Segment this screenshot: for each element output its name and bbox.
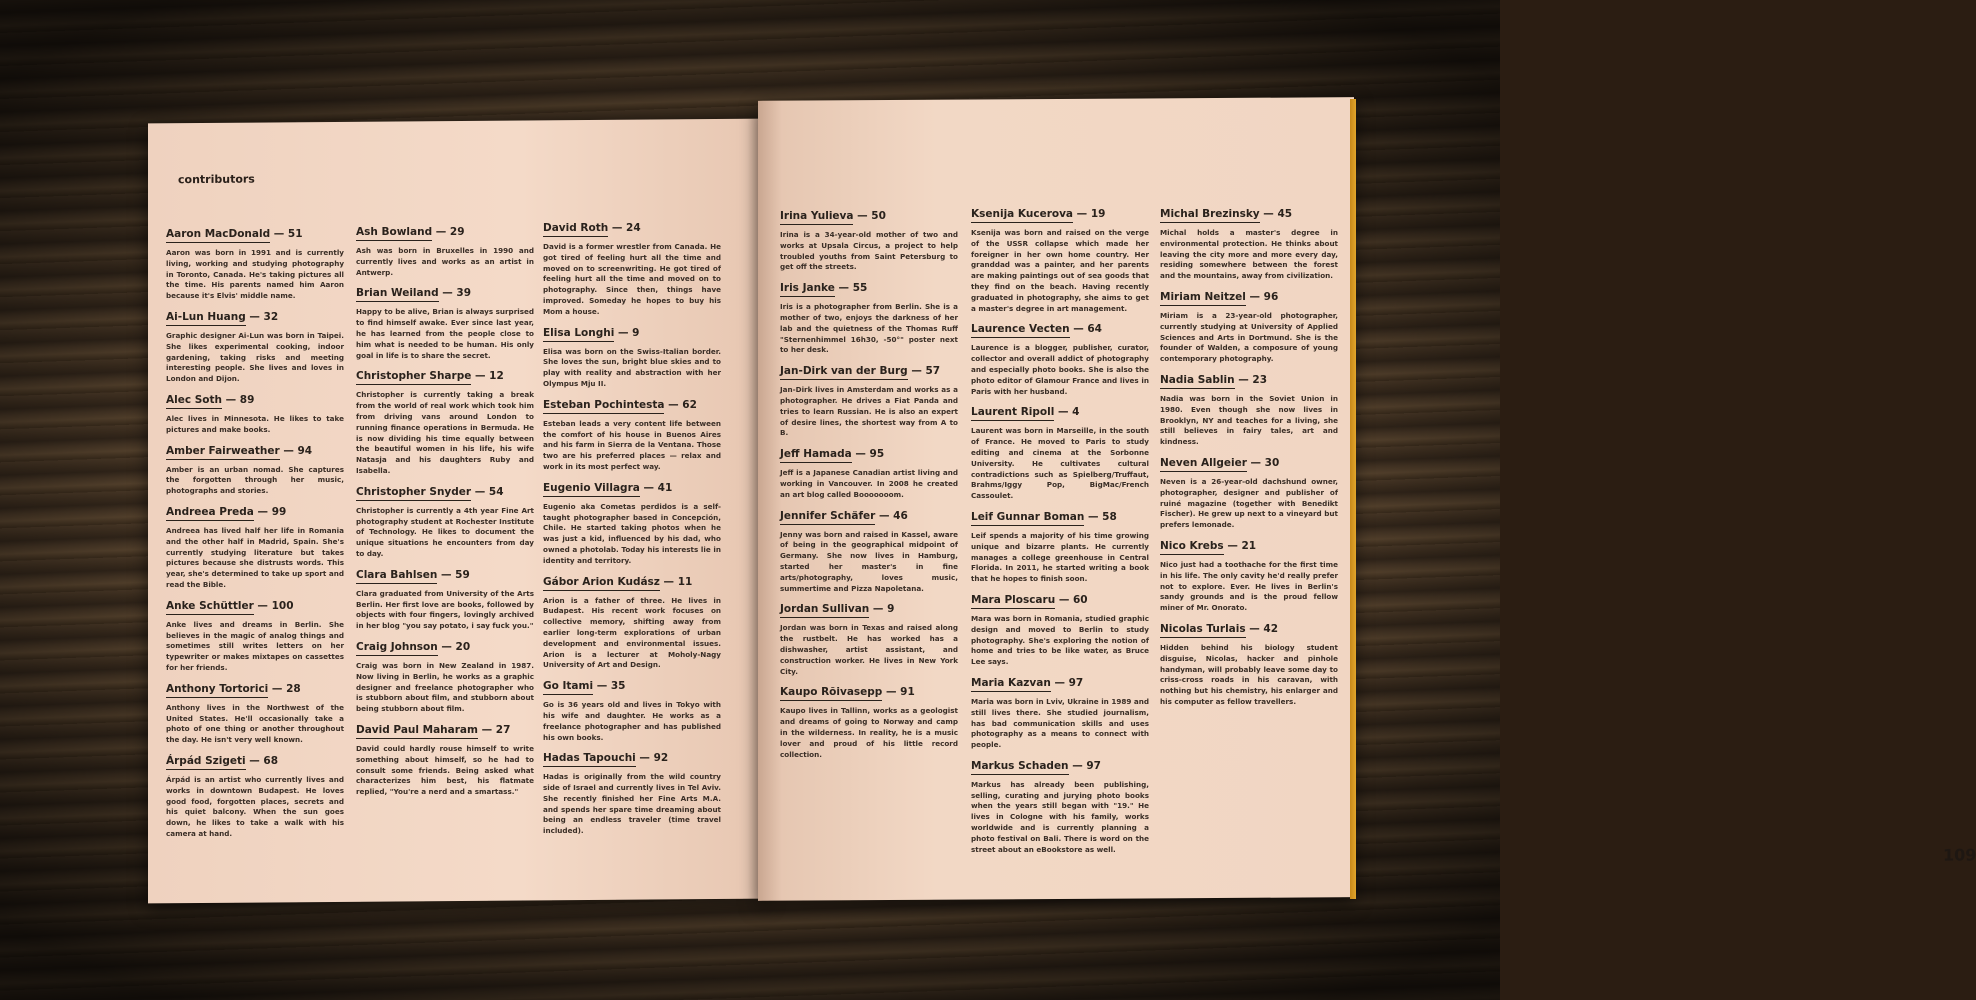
contributor-bio: Neven is a 26-year-old dachshund owner, photographer, designer and publisher of ruiné magazine (together with Benedikt Fischer). He grew up next to a vineyard but prefers lemonade. [1160, 476, 1338, 530]
contributor-page-ref: — 89 [222, 393, 255, 406]
contributor-column [1160, 208, 1338, 717]
contributor-name-text: Ksenija Kucerova [971, 208, 1073, 223]
contributor-name-text: Anthony Tortorici [166, 683, 268, 698]
contributor-entry [1160, 623, 1338, 708]
contributor-bio: Irina is a 34-year-old mother of two and works at Upsala Circus, a project to help troubled youths from Saint Petersburg to get off the streets. [780, 230, 958, 272]
contributor-entry [356, 370, 534, 476]
contributor-page-ref: — 42 [1245, 622, 1279, 635]
contributor-name-text: Kaupo Rõivasepp [780, 686, 882, 701]
contributor-name [780, 210, 958, 222]
contributor-name-text: Irina Yulieva [780, 210, 853, 225]
contributor-name [543, 222, 721, 234]
contributor-entry [1160, 457, 1338, 531]
contributor-entry [543, 576, 721, 672]
contributor-name [356, 724, 534, 736]
contributor-name [971, 760, 1149, 772]
contributor-page-ref: — 96 [1245, 290, 1279, 303]
contributor-bio: Kaupo lives in Tallinn, works as a geologist and dreams of going to Norway and camp in the wilderness. In reality, he is a music lover and proud of his little record collection. [780, 706, 958, 759]
contributor-column [356, 226, 534, 807]
contributor-entry [166, 755, 344, 840]
contributor-bio: Andreea has lived half her life in Romania and the other half in Madrid, Spain. She's currently studying literature but takes pictures because she distrusts words. This year, she's determined to take up sport and read the Bible. [166, 525, 344, 589]
contributor-name-text: Laurent Ripoll [971, 406, 1054, 421]
contributor-entry [543, 752, 721, 837]
contributor-entry [971, 677, 1149, 751]
contributor-name [356, 641, 534, 653]
contributor-page-ref: — 51 [270, 228, 303, 240]
contributor-bio: Elisa was born on the Swiss-Italian border. She loves the sun, bright blue skies and to play with reality and abstraction with her Olympus Mju II. [543, 346, 721, 388]
contributor-entry [166, 394, 344, 436]
contributor-bio: Nico just had a toothache for the first time in his life. The only cavity he'd really prefer not to explore. Ever. He lives in Berlin's sandy grounds and is the proud fellow miner of Mr. Onorato. [1160, 559, 1338, 613]
contributor-name [356, 226, 534, 238]
contributor-bio: Esteban leads a very content life between the comfort of his house in Buenos Aires and his farm in Sierra de la Ventana. Those two are his preferred places — relax and work in its most perfect way. [543, 418, 721, 471]
contributor-name [780, 448, 958, 460]
contributor-name-text: Esteban Pochintesta [543, 399, 664, 414]
contributor-name-text: Iris Janke [780, 282, 835, 297]
contributor-bio: Alec lives in Minnesota. He likes to take pictures and make books. [166, 413, 344, 434]
contributor-page-ref: — 23 [1234, 373, 1268, 386]
contributor-name-text: Elisa Longhi [543, 327, 614, 342]
contributor-page-ref: — 92 [635, 752, 669, 765]
contributor-name-text: Jeff Hamada [780, 448, 852, 463]
contributor-page-ref: — 19 [1073, 208, 1106, 220]
contributor-name [543, 752, 721, 764]
contributor-column [780, 210, 958, 769]
contributor-page-ref: — 55 [834, 282, 868, 295]
contributor-name [780, 282, 958, 294]
contributor-page-ref: — 12 [471, 370, 504, 383]
contributor-name [166, 506, 344, 518]
contributor-name-text: Amber Fairweather [166, 445, 280, 460]
contributor-name [1160, 208, 1338, 220]
contributor-name [166, 445, 344, 457]
contributor-name [780, 365, 958, 377]
yellow-cover-edge [1350, 99, 1356, 899]
contributor-page-ref: — 29 [432, 226, 465, 238]
contributor-name-text: Clara Bahlsen [356, 569, 437, 584]
contributor-name [971, 677, 1149, 689]
contributor-name [971, 208, 1149, 220]
contributor-entry [1160, 540, 1338, 614]
contributor-name-text: Laurence Vecten [971, 323, 1070, 338]
contributor-bio: Arion is a father of three. He lives in Budapest. His recent work focuses on collective memory, shifting away from earlier long-term explorations of urban development and environmental issues. Arion is a lecturer at Moholy-Nagy University of Art and Design. [543, 595, 721, 670]
contributor-name [166, 683, 344, 695]
contributor-entry [543, 327, 721, 390]
contributor-name-text: Christopher Sharpe [356, 370, 471, 385]
contributor-entry [166, 506, 344, 591]
contributor-bio: David is a former wrestler from Canada. He got tired of feeling hurt all the time and moved on to screenwriting. He got tired of feeling hurt all the time and moved on to photography. Since then, things have improved. Someday he hopes to buy his Mom a house. [543, 242, 721, 316]
contributor-bio: Hidden behind his biology student disguise, Nicolas, hacker and pinhole handyman, will probably leave some day to criss-cross roads in his caravan, with nothing but his chemistry, his enlarger and his computer as fellow travellers. [1160, 642, 1338, 706]
contributor-entry [780, 365, 958, 439]
contributor-name-text: Jordan Sullivan [780, 603, 869, 618]
contributor-bio: Mara was born in Romania, studied graphic design and moved to Berlin to study photography. She's exploring the notion of home and tries to be like water, as Bruce Lee says. [971, 613, 1149, 667]
contributor-entry [780, 603, 958, 677]
contributor-bio: Iris is a photographer from Berlin. She is a mother of two, enjoys the darkness of her lab and the quietness of the Thomas Ruff "Sternenhimmel 16h30, -50°" poster next to her desk. [780, 302, 958, 355]
contributor-name [780, 510, 958, 522]
contributor-entry [971, 760, 1149, 856]
contributor-page-ref: — 32 [245, 310, 279, 323]
contributor-name-text: Alec Soth [166, 394, 222, 409]
contributor-page-ref: — 4 [1054, 406, 1080, 419]
contributor-page-ref: — 27 [477, 723, 511, 736]
contributor-page-ref: — 58 [1084, 510, 1117, 523]
contributor-column [166, 228, 344, 849]
contributor-name [1160, 374, 1338, 386]
contributor-name-text: Mara Ploscaru [971, 594, 1055, 609]
contributor-bio: David could hardly rouse himself to write something about himself, so he had to consult some friends. Being asked what characterizes him best, his flatmate replied, "You're a nerd and a smartass." [356, 743, 534, 797]
contributor-bio: Go is 36 years old and lives in Tokyo with his wife and daughter. He works as a freelance photographer and has published his own books. [543, 700, 721, 742]
contributor-column [971, 208, 1149, 864]
contributor-entry [780, 686, 958, 760]
contributor-page-ref: — 9 [614, 326, 640, 339]
contributor-name [543, 327, 721, 339]
contributor-bio: Amber is an urban nomad. She captures the forgotten through her music, photographs and stories. [166, 464, 344, 496]
contributor-entry [356, 569, 534, 632]
contributor-entry [356, 724, 534, 798]
contributor-name [543, 680, 721, 692]
contributor-page-ref: — 24 [608, 222, 641, 234]
contributor-entry [543, 482, 721, 567]
contributor-page-ref: — 57 [907, 365, 941, 378]
contributor-bio: Anthony lives in the Northwest of the United States. He'll occasionally take a photo of one thing or another throughout the day. He isn't very well known. [166, 702, 344, 745]
contributor-name-text: Árpád Szigeti [166, 755, 246, 770]
contributor-name [971, 594, 1149, 606]
contributor-page-ref: — 41 [639, 481, 673, 494]
contributor-page-ref: — 39 [438, 287, 472, 300]
contributor-page-ref: — 21 [1223, 539, 1257, 552]
contributor-name [166, 228, 344, 240]
contributor-entry [543, 222, 721, 318]
contributor-bio: Jan-Dirk lives in Amsterdam and works as a photographer. He drives a Fiat Panda and tries to learn Russian. He is also an expert of desire lines, the shortest way from A to B. [780, 385, 958, 438]
contributor-name-text: Miriam Neitzel [1160, 291, 1246, 306]
contributor-entry [971, 406, 1149, 502]
contributor-bio: Ash was born in Bruxelles in 1990 and currently lives and works as an artist in Antwerp. [356, 246, 534, 277]
contributor-name [1160, 291, 1338, 303]
contributor-page-ref: — 30 [1246, 456, 1280, 469]
contributor-name-text: David Roth [543, 222, 608, 237]
contributor-bio: Leif spends a majority of his time growing unique and bizarre plants. He currently manages a college greenhouse in Central Florida. In 2011, he started writing a book that he hopes to finish soon. [971, 530, 1149, 584]
contributor-page-ref: — 28 [268, 682, 301, 695]
contributor-name-text: Nadia Sablin [1160, 374, 1235, 389]
contributor-bio: Eugenio aka Cometas perdidos is a self-taught photographer based in Concepción, Chile. He started taking photos when he was just a kid, influenced by his dad, who owned a photolab. Today his interests lie in identity and territory. [543, 501, 721, 565]
contributor-page-ref: — 68 [245, 754, 279, 767]
contributor-name [356, 569, 534, 581]
contributor-name-text: Hadas Tapouchi [543, 752, 636, 767]
contributor-page-ref: — 35 [593, 680, 626, 693]
contributor-bio: Ksenija was born and raised on the verge of the USSR collapse which made her foreigner in her own home country. Her granddad was a painter, and her parents are making paintings out of sea goods that they find on the beach. Having recently graduated in photography, she aims to get a master's degree in art management. [971, 228, 1149, 313]
contributor-name [166, 394, 344, 406]
contributor-bio: Jeff is a Japanese Canadian artist living and working in Vancouver. In 2008 he created an art blog called Booooooom. [780, 468, 958, 499]
contributor-entry [1160, 291, 1338, 365]
contributor-entry [971, 323, 1149, 397]
contributor-entry [971, 208, 1149, 314]
contributor-page-ref: — 60 [1055, 593, 1088, 606]
contributor-bio: Hadas is originally from the wild country side of Israel and currently lives in Tel Aviv. She recently finished her Fine Arts M.A. and spends her spare time dreaming about being an endless traveler (time travel included). [543, 772, 721, 836]
contributor-name [1160, 457, 1338, 469]
contributor-page-ref: — 99 [253, 505, 287, 518]
contributor-page-ref: — 95 [851, 448, 885, 461]
contributor-name-text: Craig Johnson [356, 641, 438, 656]
contributor-bio: Laurence is a blogger, publisher, curator, collector and overall addict of photography and especially photo books. She is also the photo editor of Glamour France and lives in Paris with her husband. [971, 343, 1149, 396]
contributor-bio: Anke lives and dreams in Berlin. She believes in the magic of analog things and sometimes still writes letters on her typewriter or makes mixtapes on cassettes for her friends. [166, 619, 344, 672]
contributor-name [543, 482, 721, 494]
contributor-page-ref: — 91 [882, 686, 915, 699]
contributor-bio: Nadia was born in the Soviet Union in 1980. Even though she now lives in Brooklyn, NY and teaches for a living, she still believes in fairy tales, art and kindness. [1160, 393, 1338, 447]
contributor-name-text: Michal Brezinsky [1160, 208, 1260, 223]
contributor-entry [1160, 374, 1338, 448]
contributor-name [1160, 540, 1338, 552]
contributor-bio: Graphic designer Ai-Lun was born in Taipei. She likes experimental cooking, indoor gardening, taking risks and meeting interesting people. She lives and loves in London and Dijon. [166, 330, 344, 384]
contributor-page-ref: — 20 [437, 640, 471, 653]
contributor-entry [166, 683, 344, 746]
contributor-name-text: Ai-Lun Huang [166, 311, 246, 326]
contributor-entry [971, 594, 1149, 668]
contributor-entry [543, 680, 721, 743]
contributor-entry [780, 282, 958, 356]
contributor-name [780, 603, 958, 615]
contributor-bio: Christopher is currently taking a break from the world of real work which took him from driving vans around London to running finance operations in Bermuda. He is now dividing his time equally between the beautiful women in his life, his wife Natasja and his daughters Ruby and Isabella. [356, 390, 534, 475]
contributor-bio: Miriam is a 23-year-old photographer, currently studying at University of Applied Sciences and Arts in Dortmund. She is the founder of Walden, a composure of young contemporary photography. [1160, 310, 1338, 364]
contributor-name-text: Neven Allgeier [1160, 457, 1247, 472]
contributor-entry [356, 226, 534, 278]
contributor-bio: Maria was born in Lviv, Ukraine in 1989 and still lives there. She studied journalism, has bad communication skills and uses photography as a means to connect with people. [971, 696, 1149, 750]
contributor-page-ref: — 59 [437, 568, 470, 581]
contributor-name [356, 287, 534, 299]
contributor-page-ref: — 94 [279, 444, 313, 457]
contributor-page-ref: — 64 [1069, 323, 1102, 336]
contributor-page-ref: — 46 [875, 509, 908, 522]
contributor-bio: Aaron was born in 1991 and is currently living, working and studying photography in Toronto, Canada. He's taking pictures all the time. His parents named him Aaron because it's Elvis' middle name. [166, 248, 344, 301]
contributor-entry [780, 510, 958, 595]
contributor-name-text: Ash Bowland [356, 226, 432, 241]
contributor-name [166, 600, 344, 612]
contributor-name-text: Jennifer Schäfer [780, 510, 875, 525]
contributor-name-text: Jan-Dirk van der Burg [780, 365, 908, 380]
contributor-name-text: Andreea Preda [166, 506, 254, 521]
contributor-entry [166, 311, 344, 385]
contributor-bio: Jordan was born in Texas and raised along the rustbelt. He has worked has a dishwasher, artist assistant, and construction worker. He lives in New York City. [780, 623, 958, 676]
contributor-name-text: Nico Krebs [1160, 540, 1224, 555]
contributor-name [780, 686, 958, 698]
contributor-name-text: Markus Schaden [971, 760, 1069, 775]
contributor-name [971, 323, 1149, 335]
contributor-name [543, 576, 721, 588]
page-number: 109 [1943, 845, 1976, 865]
contributor-name [971, 406, 1149, 418]
contributor-page-ref: — 45 [1259, 208, 1293, 220]
contributor-entry [1160, 208, 1338, 282]
contributor-name [166, 311, 344, 323]
contributor-page-ref: — 11 [659, 575, 693, 588]
contributor-name-text: Christopher Snyder [356, 486, 471, 501]
contributor-bio: Happy to be alive, Brian is always surprised to find himself awake. Ever since last year, he has learned from the people close to him what is needed to be human. His only goal in life is to share the secret. [356, 307, 534, 360]
contributor-page-ref: — 50 [853, 210, 886, 222]
contributor-name [1160, 623, 1338, 635]
contributor-column [543, 222, 721, 846]
contributor-entry [166, 445, 344, 497]
contributor-name [166, 755, 344, 767]
contributor-entry [166, 228, 344, 302]
contributor-page-ref: — 62 [664, 398, 697, 411]
contributor-name-text: Gábor Arion Kudász [543, 576, 660, 591]
contributor-name [356, 486, 534, 498]
contributor-bio: Craig was born in New Zealand in 1987. Now living in Berlin, he works as a graphic designer and freelance photographer who is stubborn about film, and stubborn about being stubborn about film. [356, 660, 534, 714]
contributor-bio: Markus has already been publishing, selling, curating and jurying photo books when the years still began with "19." He lives in Cologne with his family, works worldwide and is currently planning a photo festival on Bali. There is word on the street about an eBookstore as well. [971, 779, 1149, 854]
contributor-bio: Jenny was born and raised in Kassel, aware of being in the geographical midpoint of Germany. She now lives in Hamburg, started her master's in fine arts/photography, loves music, summertime and Pizza Napoletana. [780, 529, 958, 593]
contributor-name-text: David Paul Maharam [356, 724, 478, 739]
contributor-bio: Árpád is an artist who currently lives and works in downtown Budapest. He loves good food, forgotten places, secrets and his quiet balcony. When the sun goes down, he likes to take a walk with his camera at hand. [166, 774, 344, 838]
contributor-name-text: Maria Kazvan [971, 677, 1051, 692]
contributor-page-ref: — 100 [253, 599, 294, 612]
contributor-entry [166, 600, 344, 674]
contributor-page-ref: — 97 [1068, 759, 1101, 772]
contributor-name-text: Go Itami [543, 680, 593, 695]
contributor-name [971, 511, 1149, 523]
contributor-entry [356, 486, 534, 560]
contributor-bio: Christopher is currently a 4th year Fine Art photography student at Rochester Institute of Technology. He likes to document the unique situations he encounters from day to day. [356, 505, 534, 558]
contributor-entry [780, 210, 958, 273]
contributor-bio: Michal holds a master's degree in environmental protection. He thinks about leaving the city more and more every day, residing somewhere between the forest and the mountains, away from civilization. [1160, 228, 1338, 281]
contributor-entry [356, 641, 534, 715]
contributor-page-ref: — 9 [869, 603, 895, 616]
contributor-name-text: Aaron MacDonald [166, 228, 270, 243]
section-header: contributors [178, 172, 255, 187]
contributor-name-text: Leif Gunnar Boman [971, 511, 1084, 526]
contributor-entry [356, 287, 534, 361]
contributor-name [356, 370, 534, 382]
contributor-name-text: Anke Schüttler [166, 600, 254, 615]
contributor-entry [971, 511, 1149, 585]
contributor-name-text: Eugenio Villagra [543, 482, 640, 497]
contributor-name-text: Brian Weiland [356, 287, 439, 302]
contributor-entry [780, 448, 958, 500]
contributor-page-ref: — 97 [1050, 676, 1084, 689]
contributor-entry [543, 399, 721, 473]
contributor-page-ref: — 54 [471, 485, 504, 498]
contributor-name-text: Nicolas Turlais [1160, 623, 1246, 638]
contributor-bio: Clara graduated from University of the Arts Berlin. Her first love are books, followed by objects with four fingers, lovingly archived in her blog "you say potato, i say fuck you." [356, 588, 534, 631]
contributor-name [543, 399, 721, 411]
contributor-bio: Laurent was born in Marseille, in the south of France. He moved to Paris to study editing and cinema at the Sorbonne University. He cultivates cultural contradictions such as Spielberg/Truffaut, Brahms/Iggy Pop, BigMac/French Cassoulet. [971, 426, 1149, 501]
